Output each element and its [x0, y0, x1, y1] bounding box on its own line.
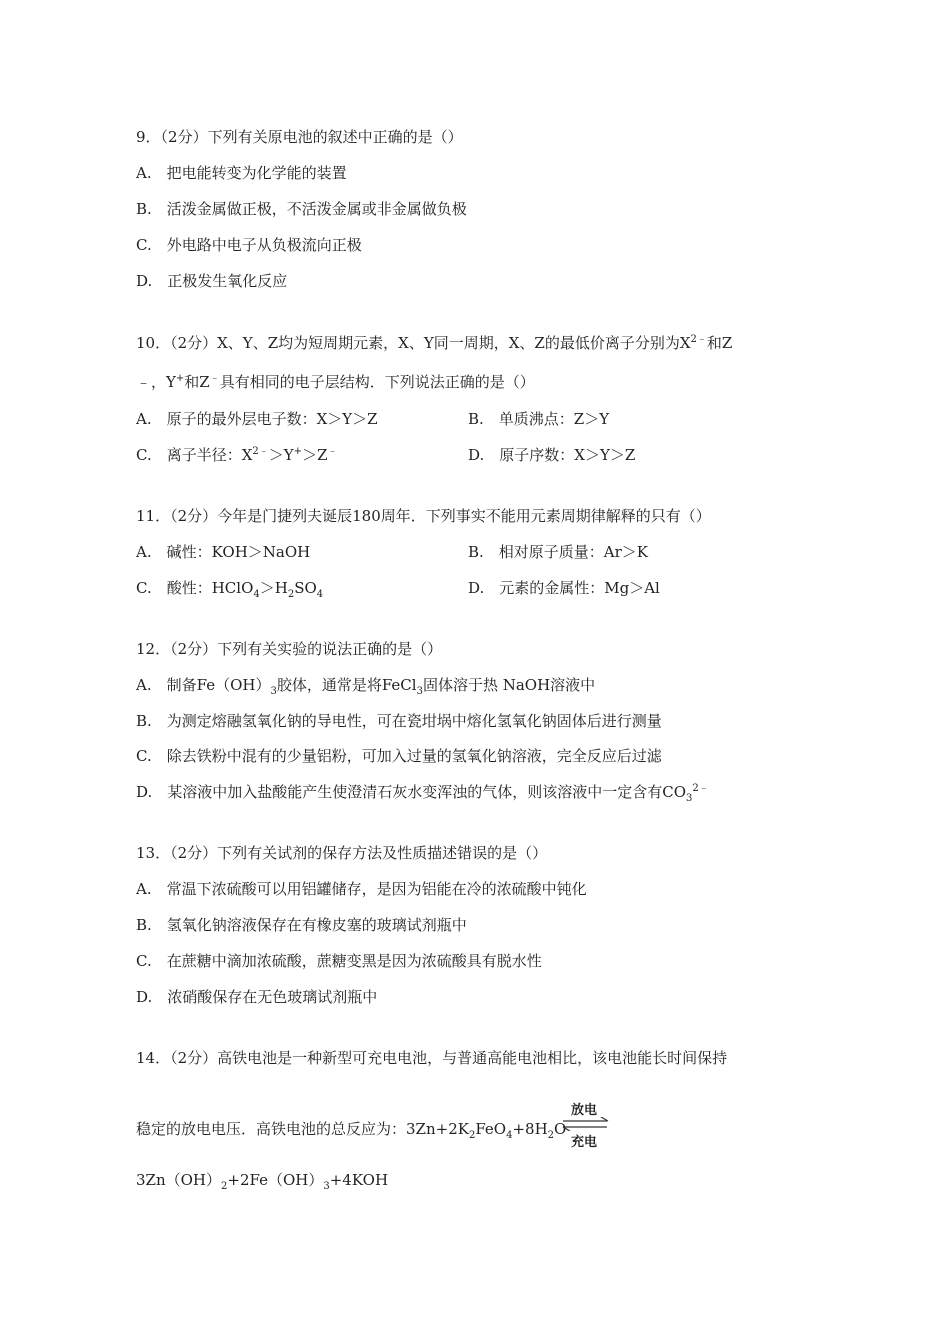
subscript: 3	[323, 1181, 330, 1192]
question-10-stem-line1	[136, 333, 732, 353]
double-arrow-icon	[561, 1117, 611, 1131]
question-9-option-b: B. 活泼金属做正极，不活泼金属或非金属做负极	[136, 200, 467, 218]
text: FeO	[475, 1120, 507, 1138]
question-10-option-a: A. 原子的最外层电子数：X＞Y＞Z	[136, 410, 378, 428]
question-14-stem-line1: 14．（2分）高铁电池是一种新型可充电电池，与普通高能电池相比，该电池能长时间保持	[136, 1049, 728, 1067]
superscript: 2﹣	[252, 446, 269, 457]
question-10-stem-line2	[136, 372, 535, 392]
text: +8H	[512, 1120, 548, 1138]
text: D. 某溶液中加入盐酸能产生使澄清石灰水变浑浊的气体，则该溶液中一定含有CO	[136, 783, 687, 801]
superscript: 2﹣	[690, 334, 707, 345]
question-13-option-b: B. 氢氧化钠溶液保存在有橡皮塞的玻璃试剂瓶中	[136, 916, 467, 934]
question-14-stem-line2	[136, 1119, 566, 1139]
question-11-option-a: A. 碱性：KOH＞NaOH	[136, 543, 311, 561]
question-12-option-c: C. 除去铁粉中混有的少量铝粉，可加入过量的氢氧化钠溶液，完全反应后过滤	[136, 747, 662, 765]
question-12-option-b: B. 为测定熔融氢氧化钠的导电性，可在瓷坩埚中熔化氢氧化钠固体后进行测量	[136, 712, 662, 730]
question-11-option-c	[136, 578, 323, 598]
text: C. 离子半径：X	[136, 446, 253, 464]
question-13-option-c: C. 在蔗糖中滴加浓硫酸，蔗糖变黑是因为浓硫酸具有脱水性	[136, 952, 542, 970]
text: 10．（2分）X、Y、Z均为短周期元素，X、Y同一周期，X、Z的最低价离子分别为X	[136, 334, 691, 352]
question-12-stem: 12．（2分）下列有关实验的说法正确的是（）	[136, 640, 443, 658]
reversible-reaction-arrow	[547, 1097, 617, 1153]
text: +4KOH	[329, 1171, 389, 1189]
text: 和Z	[184, 373, 210, 391]
text: ＞H	[259, 579, 288, 597]
text: A. 制备Fe（OH）	[136, 676, 271, 694]
question-13-stem: 13．（2分）下列有关试剂的保存方法及性质描述错误的是（）	[136, 844, 548, 862]
superscript: ﹣	[209, 373, 220, 384]
question-14-stem-line3	[136, 1170, 388, 1190]
text: C. 酸性：HClO	[136, 579, 254, 597]
question-11-option-b: B. 相对原子质量：Ar＞K	[468, 543, 649, 561]
subscript: 4	[316, 589, 324, 600]
question-9-option-d: D. 正极发生氧化反应	[136, 272, 288, 290]
superscript: ﹣	[327, 446, 338, 457]
arrow-label-discharge: 放电	[571, 1103, 598, 1118]
text: 稳定的放电电压．高铁电池的总反应为：3Zn+2K	[136, 1120, 469, 1138]
arrow-label-charge: 充电	[571, 1135, 598, 1150]
question-10-option-d: D. 原子序数：X＞Y＞Z	[468, 446, 636, 464]
subscript: 4	[253, 589, 260, 600]
text: 3Zn（OH）	[136, 1171, 222, 1189]
text: SO	[294, 579, 317, 597]
subscript: 3	[270, 686, 277, 697]
question-9-stem: 9．（2分）下列有关原电池的叙述中正确的是（）	[136, 128, 463, 146]
question-12-option-a	[136, 675, 595, 695]
subscript: 3	[416, 686, 423, 697]
question-10-option-c	[136, 445, 338, 465]
text: +2Fe（OH）	[227, 1171, 324, 1189]
question-11-stem: 11．（2分）今年是门捷列夫诞辰180周年．下列事实不能用元素周期律解释的只有（）	[136, 507, 711, 525]
text: ﹣，Y	[136, 373, 176, 391]
superscript: +	[175, 373, 185, 384]
superscript: +	[293, 446, 303, 457]
subscript: 3	[686, 793, 693, 804]
text: 和Z	[706, 334, 733, 352]
question-11-option-d: D. 元素的金属性：Mg＞Al	[468, 579, 660, 597]
question-13-option-d: D. 浓硝酸保存在无色玻璃试剂瓶中	[136, 988, 378, 1006]
question-12-option-d	[136, 782, 709, 802]
question-9-option-a: A. 把电能转变为化学能的装置	[136, 164, 347, 182]
text: ＞Z	[302, 446, 328, 464]
text: 胶体，通常是将FeCl	[276, 676, 417, 694]
superscript: 2﹣	[692, 783, 709, 794]
subscript: 2	[547, 1130, 555, 1141]
subscript: 2	[468, 1130, 476, 1141]
subscript: 2	[287, 589, 295, 600]
question-13-option-a: A. 常温下浓硫酸可以用铝罐储存，是因为铝能在冷的浓硫酸中钝化	[136, 880, 587, 898]
question-10-option-b: B. 单质沸点：Z＞Y	[468, 410, 610, 428]
text: O	[554, 1120, 567, 1138]
subscript: 4	[506, 1130, 513, 1141]
text: 具有相同的电子层结构．下列说法正确的是（）	[219, 373, 535, 391]
subscript: 2	[221, 1181, 228, 1192]
question-9-option-c: C. 外电路中电子从负极流向正极	[136, 236, 362, 254]
text: 固体溶于热 NaOH溶液中	[422, 676, 596, 694]
text: ＞Y	[268, 446, 294, 464]
